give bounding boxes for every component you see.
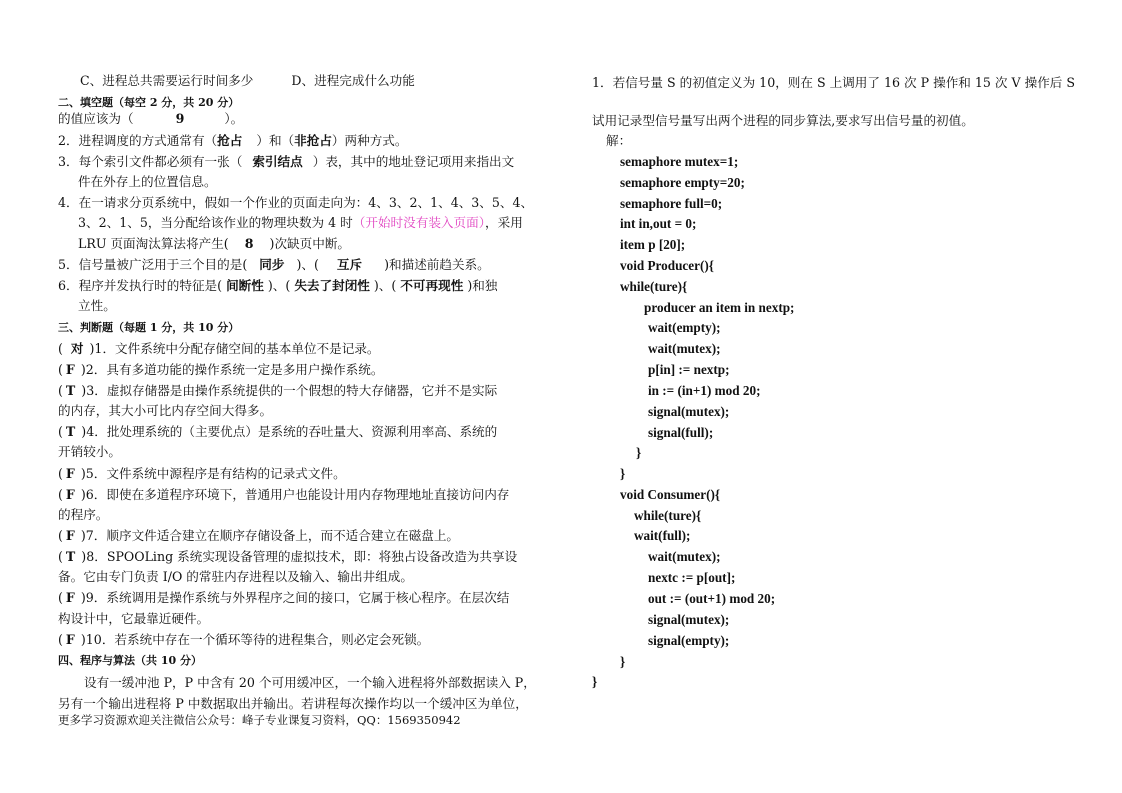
code-line: nextc := p[out]; xyxy=(648,570,736,585)
fill-q2-answer2: 非抢占 xyxy=(294,133,332,148)
fill-q4-line3 xyxy=(78,236,350,252)
judge-mark: T xyxy=(65,424,76,439)
fill-q4-note: （开始时没有装入页面） xyxy=(352,215,485,230)
fill-q5-answer1: 同步 xyxy=(259,257,285,272)
fill-q3-line2: 件在外存上的位置信息。 xyxy=(78,174,217,189)
judge-text: )8．SPOOLing 系统实现设备管理的虚拟技术，即：将独占设备改造为共享设 xyxy=(81,549,518,564)
judge-item: ( F )2．具有多道功能的操作系统一定是多用户操作系统。 xyxy=(58,362,384,377)
fill-q1-prefix: 的值应该为（ xyxy=(58,111,134,126)
solution-label: 解： xyxy=(606,133,632,148)
judge-item: ( 对 )1．文件系统中分配存储空间的基本单位不是记录。 xyxy=(58,341,380,356)
judge-text: )6．即使在多道程序环境下，普通用户也能设计用内存物理地址直接访问内存 xyxy=(80,487,510,502)
fill-q2-answer1: 抢占 xyxy=(217,133,243,148)
fill-q6-text: 6．程序并发执行时的特征是( xyxy=(58,278,223,293)
judge-item: ( F )9．系统调用是操作系统与外界程序之间的接口，它属于核心程序。在层次结 xyxy=(58,590,510,605)
footer-note: 更多学习资源欢迎关注微信公众号：峰子专业课复习资料，QQ：1569350942 xyxy=(58,713,461,727)
judge-mark: F xyxy=(65,362,75,377)
options-line xyxy=(80,73,415,89)
fill-q4-answer: 8 xyxy=(244,236,254,251)
code-line: while(ture){ xyxy=(620,279,688,294)
fill-q6-suffix: )和独 xyxy=(467,278,498,293)
judge-mark: T xyxy=(65,549,76,564)
judge-text: )1．文件系统中分配存储空间的基本单位不是记录。 xyxy=(89,341,380,356)
option-d: D、进程完成什么功能 xyxy=(291,73,415,88)
judge-mark: F xyxy=(65,487,75,502)
code-line: signal(mutex); xyxy=(648,404,730,419)
judge-item: ( F )5．文件系统中源程序是有结构的记录式文件。 xyxy=(58,466,346,481)
fill-q6-answer1: 间断性 xyxy=(226,278,264,293)
code-line: } xyxy=(592,674,598,689)
fill-q3-text: 3．每个索引文件都必须有一张（ xyxy=(58,154,243,169)
fill-q4-suffix: )次缺页中断。 xyxy=(269,236,351,251)
judge-item-line2: 的程序。 xyxy=(58,507,109,522)
code-line: semaphore empty=20; xyxy=(620,175,745,190)
judge-item-line2: 构设计中，它最靠近硬件。 xyxy=(58,611,210,626)
judge-item-line2: 的内存，其大小可比内存空间大得多。 xyxy=(58,403,273,418)
code-line: producer an item in nextp; xyxy=(644,300,795,315)
option-c: C、进程总共需要运行时间多少 xyxy=(80,73,254,88)
judge-text: )9．系统调用是操作系统与外界程序之间的接口，它属于核心程序。在层次结 xyxy=(80,590,510,605)
code-line: signal(full); xyxy=(648,425,714,440)
judge-text: )10．若系统中存在一个循环等待的进程集合，则必定会死锁。 xyxy=(80,632,430,647)
fill-q2-mid: ）和（ xyxy=(256,133,295,148)
judge-mark: F xyxy=(65,466,75,481)
fill-q4-text: 3、2、1、5，当分配给该作业的物理块数为 4 时 xyxy=(78,215,353,230)
fill-q3-answer: 索引结点 xyxy=(252,154,303,169)
code-line: void Producer(){ xyxy=(620,258,714,273)
fill-q1-question: 1．若信号量 S 的初值定义为 10，则在 S 上调用了 16 次 P 操作和 15 次 V 操作后 S xyxy=(592,75,1076,90)
judge-text: )4．批处理系统的（主要优点）是系统的吞吐量大、资源利用率高、系统的 xyxy=(81,424,498,439)
section4-title: 四、程序与算法（共 10 分） xyxy=(58,654,202,667)
judge-mark: 对 xyxy=(70,341,84,356)
fill-q2-suffix: ）两种方式。 xyxy=(331,133,408,148)
fill-q6 xyxy=(58,278,497,294)
code-line: void Consumer(){ xyxy=(620,487,721,502)
judge-item: ( F )10．若系统中存在一个循环等待的进程集合，则必定会死锁。 xyxy=(58,632,430,647)
code-line: signal(empty); xyxy=(648,633,730,648)
section3-title: 三、判断题（每题 1 分，共 10 分） xyxy=(58,321,240,334)
judge-item: ( F )6．即使在多道程序环境下，普通用户也能设计用内存物理地址直接访问内存 xyxy=(58,487,510,502)
fill-q5-suffix: )和描述前趋关系。 xyxy=(384,257,490,272)
fill-q1-suffix: ）。 xyxy=(224,111,244,126)
judge-item: ( T )4．批处理系统的（主要优点）是系统的吞吐量大、资源利用率高、系统的 xyxy=(58,424,498,439)
code-line: p[in] := nextp; xyxy=(648,362,730,377)
fill-q4-text-c: LRU 页面淘汰算法将产生( xyxy=(78,236,229,251)
fill-q2-text: 2．进程调度的方式通常有（ xyxy=(58,133,218,148)
fill-q6-line2: 立性。 xyxy=(78,298,116,313)
fill-q6-answer3: 不可再现性 xyxy=(400,278,464,293)
code-line: wait(full); xyxy=(634,528,691,543)
program-desc-line2: 另有一个输出进程将 P 中数据取出并输出。若讲程每次操作均以一个缓冲区为单位， xyxy=(58,696,528,711)
fill-q6-answer2: 失去了封闭性 xyxy=(294,278,370,293)
fill-q4-line2 xyxy=(78,215,523,231)
judge-item-line2: 备。它由专门负责 I/O 的常驻内存进程以及输入、输出井组成。 xyxy=(58,569,413,584)
code-line: semaphore full=0; xyxy=(620,196,723,211)
section2-title: 二、填空题（每空 2 分，共 20 分） xyxy=(58,96,240,109)
fill-q5-mid: )、( xyxy=(296,257,319,272)
fill-q5-answer2: 互斥 xyxy=(336,257,363,272)
code-line: semaphore mutex=1; xyxy=(620,154,739,169)
code-line: signal(mutex); xyxy=(648,612,730,627)
judge-item: ( F )7．顺序文件适合建立在顺序存储设备上，而不适合建立在磁盘上。 xyxy=(58,528,460,543)
fill-q1-answer: 9 xyxy=(175,111,185,126)
judge-item-line2: 开销较小。 xyxy=(58,444,121,459)
fill-q4-line1: 4．在一请求分页系统中，假如一个作业的页面走向为：4、3、2、1、4、3、5、4、 xyxy=(58,195,534,210)
code-line: } xyxy=(636,445,642,460)
code-line: } xyxy=(620,654,626,669)
fill-q1 xyxy=(58,111,243,127)
code-line: out := (out+1) mod 20; xyxy=(648,591,776,606)
code-line: wait(empty); xyxy=(648,320,721,335)
judge-text: )7．顺序文件适合建立在顺序存储设备上，而不适合建立在磁盘上。 xyxy=(80,528,460,543)
code-line: in := (in+1) mod 20; xyxy=(648,383,761,398)
judge-item: ( T )8．SPOOLing 系统实现设备管理的虚拟技术，即：将独占设备改造为共享设 xyxy=(58,549,518,564)
judge-item: ( T )3．虚拟存储器是由操作系统提供的一个假想的特大存储器，它并不是实际 xyxy=(58,383,498,398)
judge-text: )2．具有多道功能的操作系统一定是多用户操作系统。 xyxy=(80,362,384,377)
fill-q5 xyxy=(58,257,490,273)
code-line: wait(mutex); xyxy=(648,549,721,564)
judge-mark: F xyxy=(65,590,75,605)
fill-q6-mid2: )、( xyxy=(373,278,397,293)
fill-q3-suffix: ）表，其中的地址登记项用来指出文 xyxy=(312,154,515,169)
code-line: } xyxy=(620,466,626,481)
judge-text: )3．虚拟存储器是由操作系统提供的一个假想的特大存储器，它并不是实际 xyxy=(81,383,498,398)
code-line: wait(mutex); xyxy=(648,341,721,356)
code-line: int in,out = 0; xyxy=(620,216,697,231)
fill-q6-mid1: )、( xyxy=(267,278,291,293)
code-line: item p [20]; xyxy=(620,237,686,252)
judge-mark: F xyxy=(65,632,75,647)
task-line: 试用记录型信号量写出两个进程的同步算法,要求写出信号量的初值。 xyxy=(592,113,974,128)
judge-mark: F xyxy=(65,528,75,543)
judge-text: )5．文件系统中源程序是有结构的记录式文件。 xyxy=(80,466,346,481)
program-desc-line1: 设有一缓冲池 P，P 中含有 20 个可用缓冲区，一个输入进程将外部数据读入 P， xyxy=(84,675,536,690)
fill-q2 xyxy=(58,133,407,149)
judge-mark: T xyxy=(65,383,76,398)
fill-q3 xyxy=(58,154,514,170)
fill-q4-text-b: ，采用 xyxy=(485,215,523,230)
code-line: while(ture){ xyxy=(634,508,702,523)
fill-q5-text: 5．信号量被广泛用于三个目的是( xyxy=(58,257,248,272)
